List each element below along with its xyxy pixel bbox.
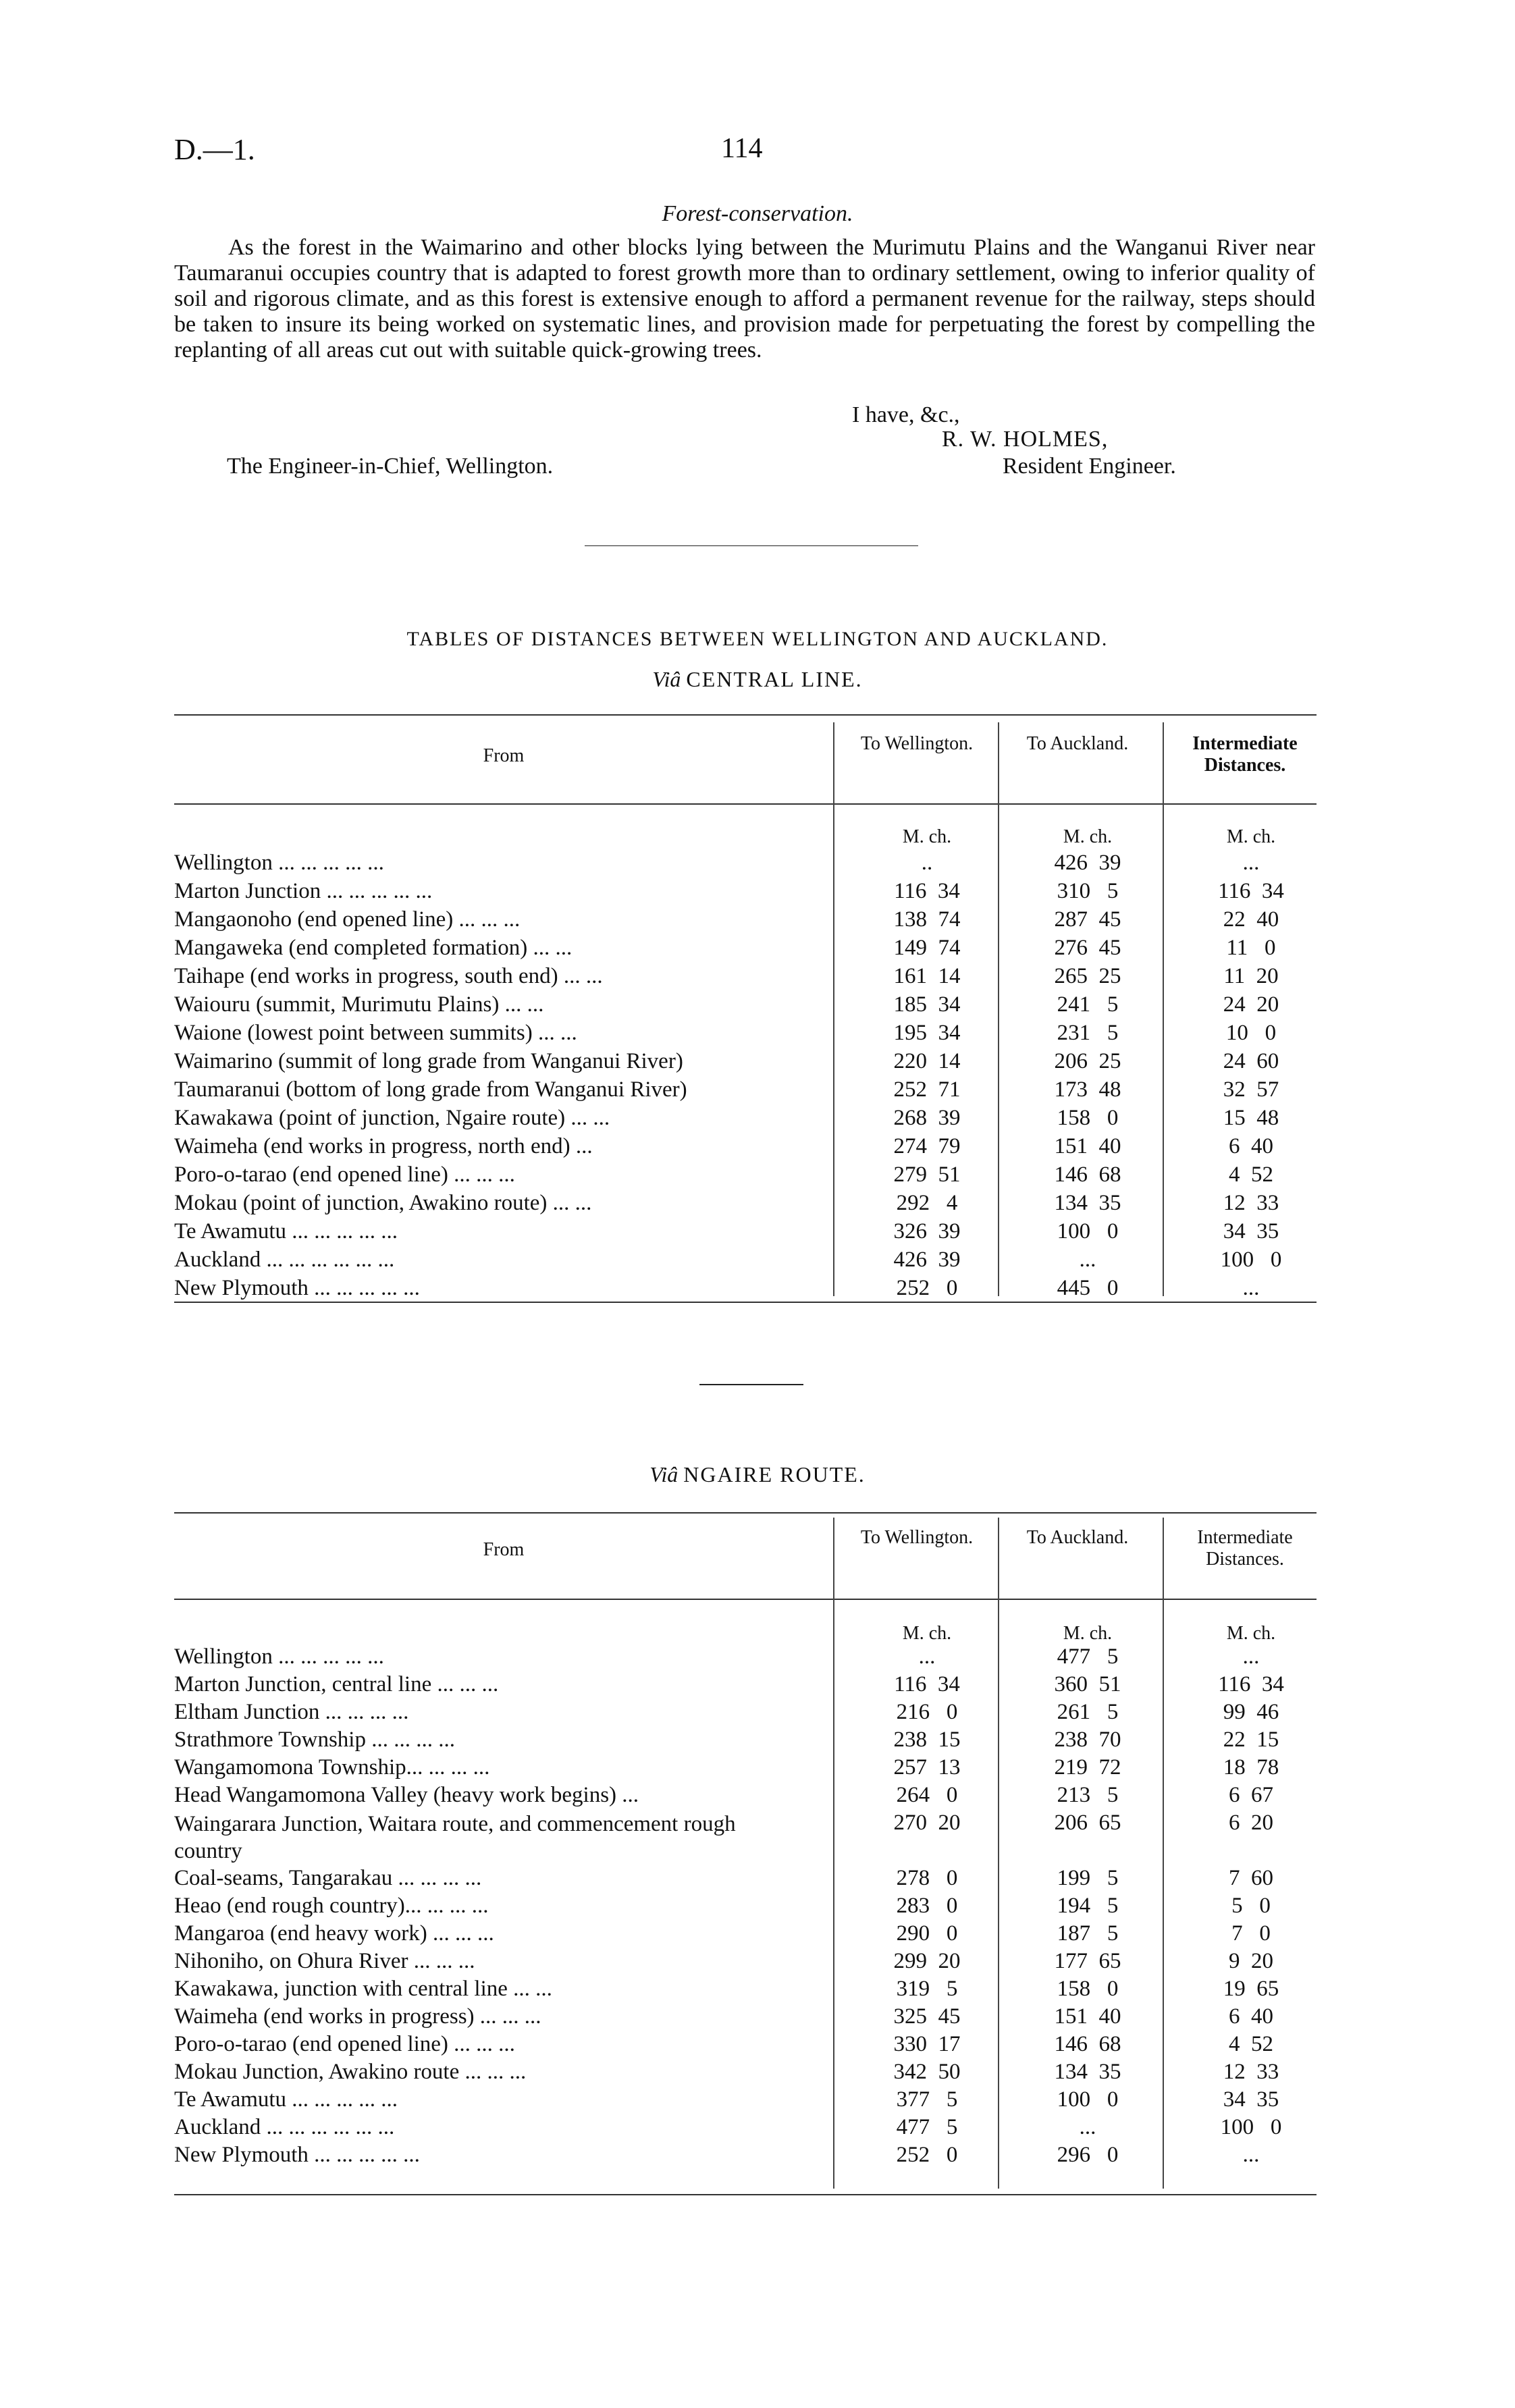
table-row (174, 964, 1317, 991)
distance-to-wellington: 238 15 (893, 1728, 961, 1752)
distance-to-wellington: 326 39 (893, 1219, 961, 1243)
place-name: Mangaroa (end heavy work) ... ... ... (174, 1921, 494, 1946)
table2-col-from: From (483, 1539, 525, 1560)
table-row (174, 1219, 1317, 1246)
intermediate-distance: 19 65 (1223, 1977, 1279, 2001)
distance-to-wellington: 279 51 (893, 1162, 961, 1187)
place-name: Mangaonoho (end opened line) ... ... ... (174, 907, 521, 932)
distance-to-auckland: 158 0 (1057, 1977, 1119, 2001)
table2-route-title (0, 1462, 1515, 1487)
place-name: Marton Junction, central line ... ... ... (174, 1672, 499, 1696)
intermediate-distance: 4 52 (1229, 1162, 1273, 1187)
table-row (174, 936, 1317, 963)
place-name: Heao (end rough country)... ... ... ... (174, 1894, 489, 1918)
distance-to-auckland: 151 40 (1054, 2004, 1121, 2029)
place-name: Poro-o-tarao (end opened line) ... ... ... (174, 2032, 515, 2056)
table1-col-to-auckland: To Auckland. (1026, 733, 1129, 754)
paragraph-text: As the forest in the Waimarino and other blocks lying between the Murimutu Plains and the Wanganui River near Taumaranui occupies country that is adapted to forest growth more than to ordinary settlement, owing to inferior quality of soil and rigorous climate, and as this forest is extensive enough to afford a permanent revenue for the railway, steps should be taken to insure its being worked on systematic lines, and provision made for perpetuating the forest by compelling the replanting of all areas cut out with suitable quick-growing trees. (174, 235, 1315, 363)
intermediate-distance: 11 20 (1223, 964, 1279, 988)
table-row (174, 2115, 1317, 2142)
intermediate-distance: 6 20 (1229, 1811, 1273, 1835)
section-divider (585, 545, 918, 546)
signatory-title: Resident Engineer. (1003, 454, 1176, 479)
distance-to-wellington: 257 13 (893, 1755, 961, 1780)
table-row (174, 1276, 1317, 1303)
intermediate-distance: 34 35 (1223, 1219, 1279, 1243)
intermediate-distance: 5 0 (1231, 1894, 1271, 1918)
intermediate-distance: 116 34 (1218, 1672, 1284, 1696)
distance-to-auckland: 219 72 (1054, 1755, 1121, 1780)
distance-to-auckland: 134 35 (1054, 2060, 1121, 2084)
distance-to-auckland: 426 39 (1054, 851, 1121, 875)
addressee: The Engineer-in-Chief, Wellington. (227, 454, 554, 479)
intermediate-distance: 11 0 (1226, 936, 1276, 960)
place-name: Mangaweka (end completed formation) ... ... (174, 936, 573, 960)
distance-to-wellington: 377 5 (896, 2087, 958, 2112)
distance-to-auckland: 261 5 (1057, 1700, 1119, 1724)
distance-to-auckland: 310 5 (1057, 879, 1119, 903)
distance-to-auckland: 241 5 (1057, 992, 1119, 1017)
distance-to-wellington: 185 34 (893, 992, 961, 1017)
distance-to-auckland: 265 25 (1054, 964, 1121, 988)
table-row (174, 2143, 1317, 2170)
table-row (174, 851, 1317, 878)
place-name: Wangamomona Township... ... ... ... (174, 1755, 490, 1780)
table-row (174, 1755, 1317, 1782)
distance-to-wellington: 161 14 (893, 964, 961, 988)
distance-to-auckland: ... (1079, 2115, 1096, 2139)
intermediate-distance: 100 0 (1220, 1248, 1282, 1272)
intermediate-distance: 18 78 (1223, 1755, 1279, 1780)
distance-to-auckland: 100 0 (1057, 1219, 1119, 1243)
intermediate-distance: 7 0 (1231, 1921, 1271, 1946)
distance-to-wellington: 325 45 (893, 2004, 961, 2029)
place-name: Wellington ... ... ... ... ... (174, 851, 384, 875)
distance-to-auckland: 173 48 (1054, 1077, 1121, 1102)
table2-col-intermediate: Intermediate Distances. (1197, 1527, 1293, 1570)
table-row (174, 1977, 1317, 2004)
intermediate-distance: 15 48 (1223, 1106, 1279, 1130)
distance-to-auckland: 296 0 (1057, 2143, 1119, 2167)
distance-to-auckland: 238 70 (1054, 1728, 1121, 1752)
distance-to-auckland: 231 5 (1057, 1021, 1119, 1045)
distance-to-auckland: 213 5 (1057, 1783, 1119, 1807)
place-name: Strathmore Township ... ... ... ... (174, 1728, 455, 1752)
table-row (174, 2087, 1317, 2114)
distance-to-wellington: 252 71 (893, 1077, 961, 1102)
document-code: D.—1. (174, 133, 255, 166)
table-row (174, 2004, 1317, 2031)
page-number: 114 (721, 133, 763, 164)
closing-salutation: I have, &c., (852, 402, 960, 427)
distance-to-wellington: 274 79 (893, 1134, 961, 1158)
place-name: Head Wangamomona Valley (heavy work begins) ... (174, 1783, 639, 1807)
table2-header-rule (174, 1599, 1317, 1600)
table1-route-title (0, 667, 1515, 692)
table-row (174, 2032, 1317, 2059)
place-name: Taihape (end works in progress, south end) ... ... (174, 964, 603, 988)
place-name: Coal-seams, Tangarakau ... ... ... ... (174, 1866, 482, 1890)
signatory-name: R. W. HOLMES, (942, 427, 1109, 452)
distance-to-auckland: ... (1079, 1248, 1096, 1272)
table-row (174, 1049, 1317, 1076)
distance-to-auckland: 158 0 (1057, 1106, 1119, 1130)
distance-to-wellington: .. (921, 851, 933, 875)
distance-to-auckland: 134 35 (1054, 1191, 1121, 1215)
table-row (174, 1728, 1317, 1755)
place-name: Taumaranui (bottom of long grade from Wanganui River) (174, 1077, 687, 1102)
route-name: NGAIRE ROUTE. (683, 1462, 866, 1487)
distance-to-auckland: 360 51 (1054, 1672, 1121, 1696)
table1-units-i: M. ch. (1226, 826, 1276, 847)
intermediate-distance: 12 33 (1223, 2060, 1279, 2084)
distance-to-auckland: 206 65 (1054, 1811, 1121, 1835)
via-word: Viâ (649, 1462, 679, 1487)
table-row (174, 1866, 1317, 1893)
intermediate-distance: 100 0 (1220, 2115, 1282, 2139)
place-name: Nihoniho, on Ohura River ... ... ... (174, 1949, 475, 1973)
place-name: New Plymouth ... ... ... ... ... (174, 1276, 420, 1300)
table1-top-rule (174, 714, 1317, 716)
table2-units-a: M. ch. (1063, 1623, 1113, 1644)
table-row (174, 1162, 1317, 1189)
place-name: Te Awamutu ... ... ... ... ... (174, 2087, 398, 2112)
distance-to-wellington: 116 34 (894, 1672, 960, 1696)
intermediate-distance: 6 40 (1229, 1134, 1273, 1158)
table-row (174, 1248, 1317, 1275)
distance-to-wellington: 270 20 (893, 1811, 961, 1835)
intermediate-distance: ... (1242, 1644, 1260, 1669)
distance-to-wellington: 290 0 (896, 1921, 958, 1946)
distance-to-auckland: 151 40 (1054, 1134, 1121, 1158)
distance-to-wellington: 268 39 (893, 1106, 961, 1130)
place-name: Waimeha (end works in progress) ... ... ... (174, 2004, 541, 2029)
distance-to-wellington: 195 34 (893, 1021, 961, 1045)
table2-units-i: M. ch. (1226, 1623, 1276, 1644)
intermediate-distance: ... (1242, 2143, 1260, 2167)
table-row (174, 1894, 1317, 1921)
distance-to-wellington: 330 17 (893, 2032, 961, 2056)
intermediate-distance: 7 60 (1229, 1866, 1273, 1890)
table-row (174, 1077, 1317, 1104)
intermediate-distance: ... (1242, 851, 1260, 875)
intermediate-distance: 22 15 (1223, 1728, 1279, 1752)
via-word: Viâ (652, 667, 681, 691)
intermediate-distance: 9 20 (1229, 1949, 1273, 1973)
place-name: Mokau Junction, Awakino route ... ... ... (174, 2060, 527, 2084)
place-name: Waiouru (summit, Murimutu Plains) ... ... (174, 992, 544, 1017)
table-row (174, 1811, 1317, 1863)
place-name: Kawakawa, junction with central line ... ... (174, 1977, 552, 2001)
distance-to-auckland: 187 5 (1057, 1921, 1119, 1946)
intermediate-distance: 116 34 (1218, 879, 1284, 903)
distance-to-wellington: 138 74 (893, 907, 961, 932)
distance-to-auckland: 194 5 (1057, 1894, 1119, 1918)
table1-col-to-wellington: To Wellington. (860, 733, 974, 754)
body-paragraph (174, 235, 1315, 363)
table1-col-from: From (483, 745, 525, 766)
table1-units-a: M. ch. (1063, 826, 1113, 847)
distance-to-auckland: 276 45 (1054, 936, 1121, 960)
section-title: Forest-conservation. (662, 201, 853, 226)
distance-to-wellington: 220 14 (893, 1049, 961, 1073)
intermediate-distance: 22 40 (1223, 907, 1279, 932)
intermediate-distance: 6 40 (1229, 2004, 1273, 2029)
intermediate-distance: 99 46 (1223, 1700, 1279, 1724)
place-name: Wellington ... ... ... ... ... (174, 1644, 384, 1669)
table-row (174, 2060, 1317, 2087)
distance-to-wellington: 252 0 (896, 1276, 958, 1300)
distance-to-wellington: 319 5 (896, 1977, 958, 2001)
table-row (174, 1644, 1317, 1671)
distance-to-auckland: 445 0 (1057, 1276, 1119, 1300)
table-row (174, 992, 1317, 1019)
distance-to-auckland: 206 25 (1054, 1049, 1121, 1073)
distance-to-wellington: 299 20 (893, 1949, 961, 1973)
table-row (174, 1700, 1317, 1727)
distance-to-wellington: 426 39 (893, 1248, 961, 1272)
place-name: Waimarino (summit of long grade from Wanganui River) (174, 1049, 683, 1073)
table2-bottom-rule (174, 2194, 1317, 2195)
distance-to-wellington: 342 50 (893, 2060, 961, 2084)
distance-to-auckland: 100 0 (1057, 2087, 1119, 2112)
table2-col-to-wellington: To Wellington. (860, 1527, 974, 1548)
distance-to-wellington: 283 0 (896, 1894, 958, 1918)
table-row (174, 907, 1317, 934)
table2-units-w: M. ch. (902, 1623, 952, 1644)
distance-to-wellington: 477 5 (896, 2115, 958, 2139)
place-name: Te Awamutu ... ... ... ... ... (174, 1219, 398, 1243)
distance-to-wellington: 252 0 (896, 2143, 958, 2167)
table-row (174, 1783, 1317, 1810)
distance-to-auckland: 146 68 (1054, 1162, 1121, 1187)
intermediate-distance: ... (1242, 1276, 1260, 1300)
distance-to-auckland: 199 5 (1057, 1866, 1119, 1890)
distance-to-wellington: 216 0 (896, 1700, 958, 1724)
tables-title: TABLES OF DISTANCES BETWEEN WELLINGTON AND AUCKLAND. (406, 628, 1109, 650)
intermediate-distance: 4 52 (1229, 2032, 1273, 2056)
table-divider (699, 1384, 803, 1385)
distance-to-wellington: 116 34 (894, 879, 960, 903)
place-name: Waione (lowest point between summits) ... ... (174, 1021, 577, 1045)
table-row (174, 1021, 1317, 1048)
table1-col-intermediate: Intermediate Distances. (1192, 733, 1298, 776)
place-name: Waimeha (end works in progress, north end) ... (174, 1134, 593, 1158)
place-name: Marton Junction ... ... ... ... ... (174, 879, 433, 903)
distance-to-auckland: 477 5 (1057, 1644, 1119, 1669)
table2-col-to-auckland: To Auckland. (1026, 1527, 1129, 1548)
distance-to-wellington: 278 0 (896, 1866, 958, 1890)
place-name: Mokau (point of junction, Awakino route) ... ... (174, 1191, 592, 1215)
distance-to-auckland: 287 45 (1054, 907, 1121, 932)
table-row (174, 1191, 1317, 1218)
place-name: Waingarara Junction, Waitara route, and commencement rough country (174, 1812, 736, 1863)
intermediate-distance: 12 33 (1223, 1191, 1279, 1215)
place-name: Eltham Junction ... ... ... ... (174, 1700, 409, 1724)
route-name: CENTRAL LINE. (686, 667, 863, 691)
distance-to-wellington: 264 0 (896, 1783, 958, 1807)
intermediate-distance: 32 57 (1223, 1077, 1279, 1102)
table-row (174, 1672, 1317, 1699)
place-name: Auckland ... ... ... ... ... ... (174, 2115, 395, 2139)
table-row (174, 1106, 1317, 1133)
intermediate-distance: 10 0 (1225, 1021, 1277, 1045)
place-name: Kawakawa (point of junction, Ngaire route) ... ... (174, 1106, 610, 1130)
table-row (174, 1949, 1317, 1976)
place-name: Poro-o-tarao (end opened line) ... ... ... (174, 1162, 515, 1187)
distance-to-auckland: 177 65 (1054, 1949, 1121, 1973)
distance-to-auckland: 146 68 (1054, 2032, 1121, 2056)
distance-to-wellington: ... (918, 1644, 936, 1669)
table-row (174, 1921, 1317, 1948)
table1-units-w: M. ch. (902, 826, 952, 847)
intermediate-distance: 6 67 (1229, 1783, 1273, 1807)
table1-header-rule (174, 803, 1317, 805)
distance-to-wellington: 292 4 (896, 1191, 958, 1215)
table2-top-rule (174, 1512, 1317, 1514)
table-row (174, 879, 1317, 906)
intermediate-distance: 24 60 (1223, 1049, 1279, 1073)
distance-to-wellington: 149 74 (893, 936, 961, 960)
table-row (174, 1134, 1317, 1161)
place-name: New Plymouth ... ... ... ... ... (174, 2143, 420, 2167)
intermediate-distance: 24 20 (1223, 992, 1279, 1017)
intermediate-distance: 34 35 (1223, 2087, 1279, 2112)
place-name: Auckland ... ... ... ... ... ... (174, 1248, 395, 1272)
